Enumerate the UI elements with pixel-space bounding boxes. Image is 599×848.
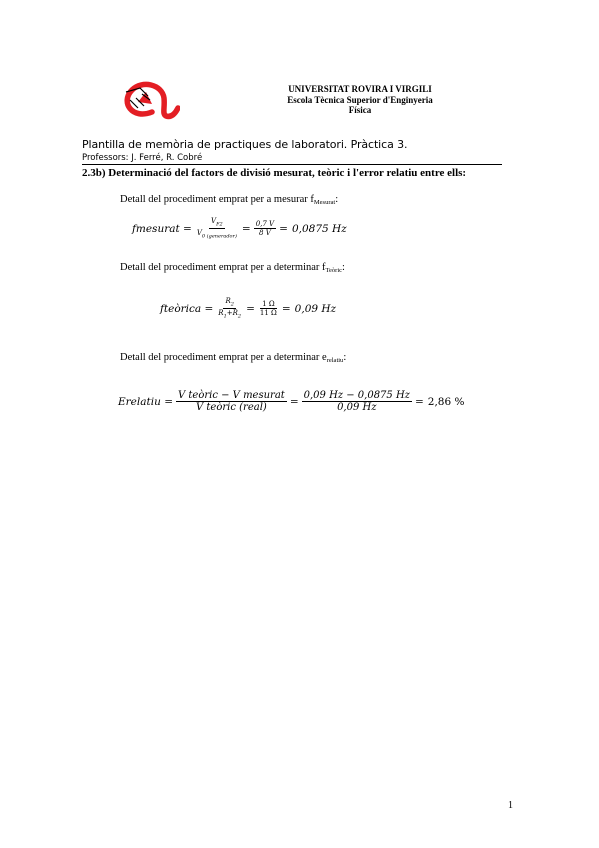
eq2-result: 0,09 Hz (294, 303, 337, 316)
professors-line: Professors: J. Ferré, R. Cobré (82, 153, 203, 163)
eq3-lhs: Erelatiu = (118, 395, 173, 408)
eq1-fraction-voltages: $\frac{V_{F2}}{V_{0 (generador)}}$ (196, 217, 237, 240)
equation-fteorica: fteòrica = $\frac{R_2}{R_1+R_2}$ = $\frac{1 \Omega}{11 \Omega}$ = 0,09 Hz (160, 297, 337, 320)
urv-logo (118, 78, 180, 122)
eq3-fraction-values: $\frac{0,09 Hz - 0,0875 Hz}{0,09 Hz}$ (303, 390, 410, 413)
eq2-lhs: fteòrica = (160, 303, 214, 316)
document-subtitle: Plantilla de memòria de practiques de laboratori. Pràctica 3. (82, 138, 408, 151)
eq2-fraction-values: $\frac{1 \Omega}{11 \Omega}$ (259, 299, 277, 318)
procedure-text-theoretical: Detall del procediment emprat per a determinar $f_{Teòric}$: (120, 262, 345, 274)
equation-erelatiu: Erelatiu = $\frac{\text{V teòric − V mesurat}}{\text{V teòric (real)}}$ = $\frac{0,09 Hz - 0,0875 Hz}{0,09 Hz}$ = 2,86 % (118, 390, 465, 413)
school-name: Escola Tècnica Superior d'Enginyeria (287, 94, 433, 105)
university-header (240, 84, 480, 116)
eq3-result: 2,86 % (427, 395, 465, 408)
procedure-text-measured: Detall del procediment emprat per a mesurar $f_{Mesurat}$: (120, 194, 339, 206)
eq1-result: 0,0875 Hz (291, 223, 347, 236)
section-title: 2.3b) Determinació del factors de divisió mesurat, teòric i l'error relatiu entre ells: (82, 167, 467, 179)
eq3-fraction-expression: $\frac{\text{V teòric − V mesurat}}{\text{V teòric (real)}}$ (178, 390, 285, 413)
eq1-lhs: fmesurat = (132, 223, 192, 236)
university-name: UNIVERSITAT ROVIRA I VIRGILI (288, 84, 432, 94)
eq2-fraction-resistors: $\frac{R_2}{R_1+R_2}$ (218, 297, 242, 320)
department-name: Física (348, 105, 372, 115)
procedure-text-relative-error: Detall del procediment emprat per a determinar $e_{relatiu}$: (120, 352, 347, 364)
equation-fmesurat: fmesurat = $\frac{V_{F2}}{V_{0 (generador)}}$ = $\frac{0,7 V}{8 V}$ = 0,0875 Hz (132, 217, 347, 240)
header-divider (82, 164, 502, 165)
eq1-fraction-values: $\frac{0,7 V}{8 V}$ (255, 219, 275, 238)
page-number: 1 (508, 800, 513, 811)
